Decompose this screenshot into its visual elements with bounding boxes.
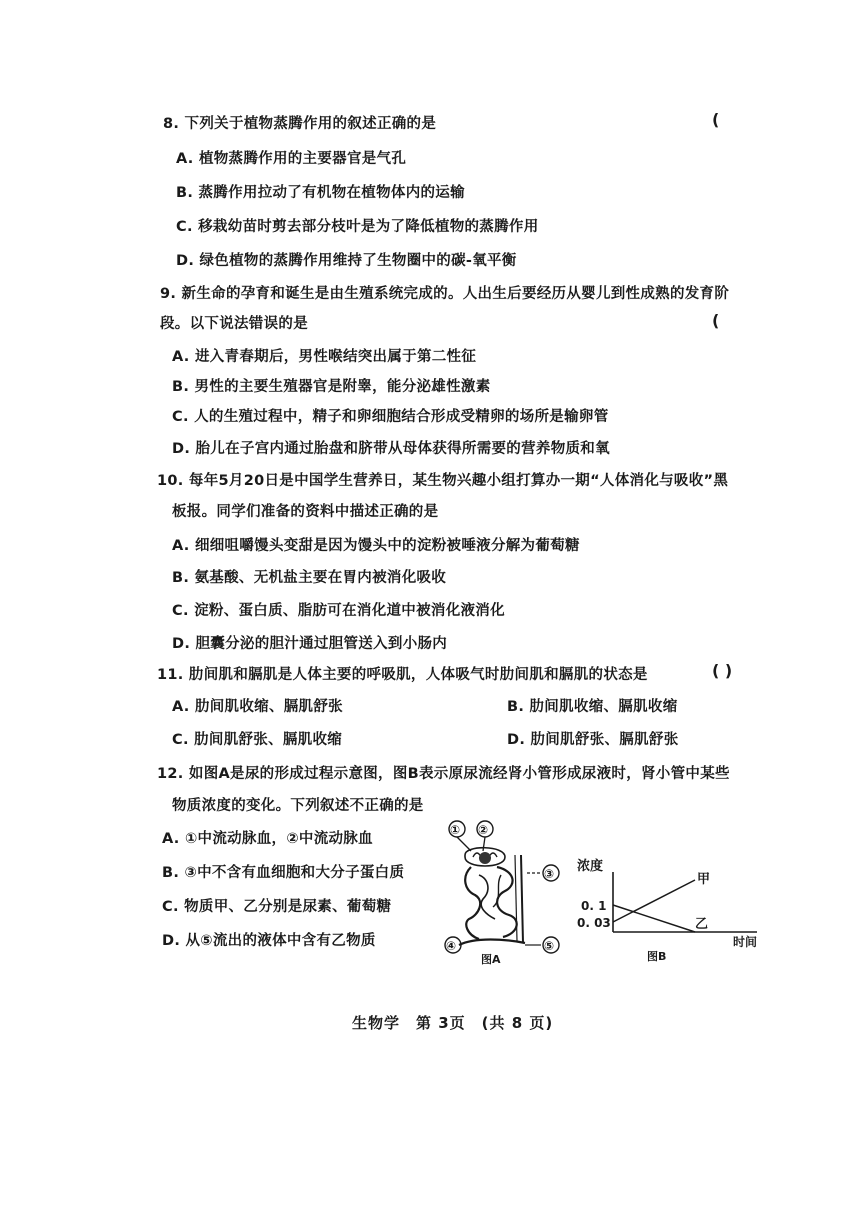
- q9-option-d: D. 胎儿在子宫内通过胎盘和脐带从母体获得所需要的营养物质和氧: [172, 441, 610, 457]
- fig-b-series-yi: 乙: [695, 917, 709, 932]
- q10-stem-line1: 10. 每年5月20日是中国学生营养日，某生物兴趣小组打算办一期“人体消化与吸收”黑: [157, 473, 729, 489]
- q10-option-a: A. 细细咀嚼馒头变甜是因为馒头中的淀粉被唾液分解为葡萄糖: [172, 538, 580, 554]
- q10-option-b: B. 氨基酸、无机盐主要在胃内被消化吸收: [172, 570, 447, 586]
- q8-answer-bracket: (: [712, 110, 720, 129]
- q9-stem-line2: 段。以下说法错误的是: [160, 316, 308, 332]
- q11-option-b: B. 肋间肌收缩、膈肌收缩: [507, 699, 678, 715]
- q10-stem-line2: 板报。同学们准备的资料中描述正确的是: [172, 504, 439, 520]
- q9-option-a: A. 进入青春期后，男性喉结突出属于第二性征: [172, 349, 477, 365]
- fig-b-ytick-low: 0. 03: [577, 916, 611, 930]
- fig-b-line-jia: [613, 880, 695, 922]
- q8-option-b: B. 蒸腾作用拉动了有机物在植物体内的运输: [176, 185, 465, 201]
- q8-option-d: D. 绿色植物的蒸腾作用维持了生物圈中的碳-氧平衡: [176, 253, 517, 269]
- q12-option-c: C. 物质甲、乙分别是尿素、葡萄糖: [162, 899, 392, 915]
- q9-answer-bracket: (: [712, 311, 720, 330]
- q9-option-b: B. 男性的主要生殖器官是附睾，能分泌雄性激素: [172, 379, 491, 395]
- q11-option-a: A. 肋间肌收缩、膈肌舒张: [172, 699, 343, 715]
- fig-a-caption: 图A: [481, 953, 501, 965]
- q9-stem-line1: 9. 新生命的孕育和诞生是由生殖系统完成的。人出生后要经历从婴儿到性成熟的发育阶: [160, 286, 730, 302]
- q10-option-c: C. 淀粉、蛋白质、脂肪可在消化道中被消化液消化: [172, 603, 505, 619]
- fig-a-label-2: ②: [478, 823, 489, 837]
- figure-b-concentration-graph: [575, 850, 775, 965]
- fig-a-label-5: ⑤: [544, 939, 555, 953]
- fig-a-label-4: ④: [446, 939, 457, 953]
- q8-option-a: A. 植物蒸腾作用的主要器官是气孔: [176, 151, 407, 167]
- fig-b-line-yi: [613, 905, 695, 932]
- figure-a-nephron-diagram: [435, 815, 575, 965]
- fig-b-xlabel: 时间: [733, 935, 758, 949]
- q12-stem-line1: 12. 如图A是尿的形成过程示意图，图B表示原尿流经肾小管形成尿液时，肾小管中某些: [157, 766, 730, 782]
- q12-stem-line2: 物质浓度的变化。下列叙述不正确的是: [172, 798, 424, 814]
- fig-b-caption: 图B: [647, 950, 667, 963]
- q8-stem: 8. 下列关于植物蒸腾作用的叙述正确的是: [163, 116, 437, 132]
- q11-option-d: D. 肋间肌舒张、膈肌舒张: [507, 732, 679, 748]
- q12-option-b: B. ③中不含有血细胞和大分子蛋白质: [162, 865, 405, 881]
- q8-option-c: C. 移栽幼苗时剪去部分枝叶是为了降低植物的蒸腾作用: [176, 219, 539, 235]
- q11-answer-bracket: ( ): [712, 661, 733, 680]
- fig-b-ylabel: 浓度: [577, 859, 604, 874]
- fig-a-label-3: ③: [544, 867, 555, 881]
- page-footer: 生物学 第 3页 (共 8 页): [352, 1014, 554, 1032]
- q11-option-c: C. 肋间肌舒张、膈肌收缩: [172, 732, 343, 748]
- q12-option-a: A. ①中流动脉血，②中流动脉血: [162, 831, 373, 847]
- q12-option-d: D. 从⑤流出的液体中含有乙物质: [162, 933, 376, 949]
- fig-b-ytick-high: 0. 1: [581, 899, 607, 913]
- fig-a-label-1: ①: [450, 823, 461, 837]
- q11-stem: 11. 肋间肌和膈肌是人体主要的呼吸肌，人体吸气时肋间肌和膈肌的状态是: [157, 667, 648, 683]
- q10-option-d: D. 胆囊分泌的胆汁通过胆管送入到小肠内: [172, 636, 448, 652]
- q9-option-c: C. 人的生殖过程中，精子和卵细胞结合形成受精卵的场所是输卵管: [172, 409, 609, 425]
- fig-b-series-jia: 甲: [697, 872, 711, 887]
